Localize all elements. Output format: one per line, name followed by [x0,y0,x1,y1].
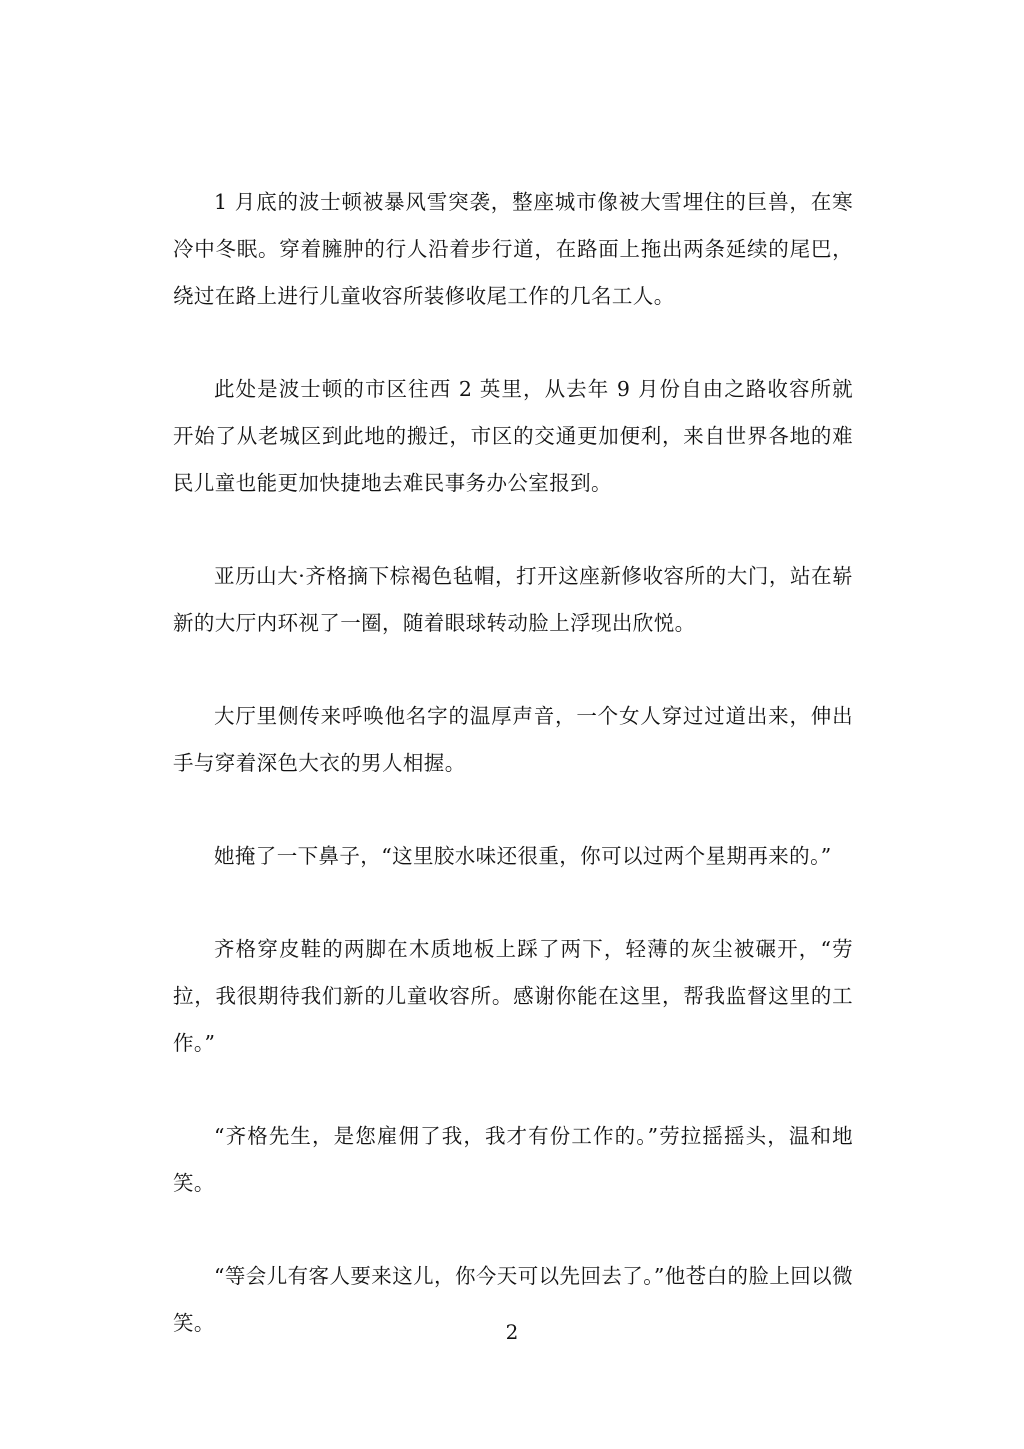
paragraph: “齐格先生，是您雇佣了我，我才有份工作的。”劳拉摇摇头，温和地笑。 [173,1124,853,1195]
paragraph: 亚历山大·齐格摘下棕褐色毡帽，打开这座新修收容所的大门，站在崭新的大厅内环视了一圈，随着眼球转动脸上浮现出欣悦。 [173,564,853,635]
paragraph: 1 月底的波士顿被暴风雪突袭，整座城市像被大雪埋住的巨兽，在寒冷中冬眠。穿着臃肿的行人沿着步行道，在路面上拖出两条延续的尾巴，绕过在路上进行儿童收容所装修收尾工作的几名工人。 [173,190,853,308]
page-number: 2 [505,1320,519,1344]
paragraph: 此处是波士顿的市区往西 2 英里，从去年 9 月份自由之路收容所就开始了从老城区到此地的搬迁，市区的交通更加便利，来自世界各地的难民儿童也能更加快捷地去难民事务办公室报到。 [173,377,853,495]
paragraph: 齐格穿皮鞋的两脚在木质地板上踩了两下，轻薄的灰尘被碾开，“劳拉，我很期待我们新的儿童收容所。感谢你能在这里，帮我监督这里的工作。” [173,937,853,1055]
body-text [173,179,853,1393]
paragraph: 她掩了一下鼻子，“这里胶水味还很重，你可以过两个星期再来的。” [214,844,832,868]
paragraph: 大厅里侧传来呼唤他名字的温厚声音，一个女人穿过过道出来，伸出手与穿着深色大衣的男人相握。 [173,704,853,775]
paragraph: “等会儿有客人要来这儿，你今天可以先回去了。”他苍白的脸上回以微笑。 [173,1264,853,1335]
